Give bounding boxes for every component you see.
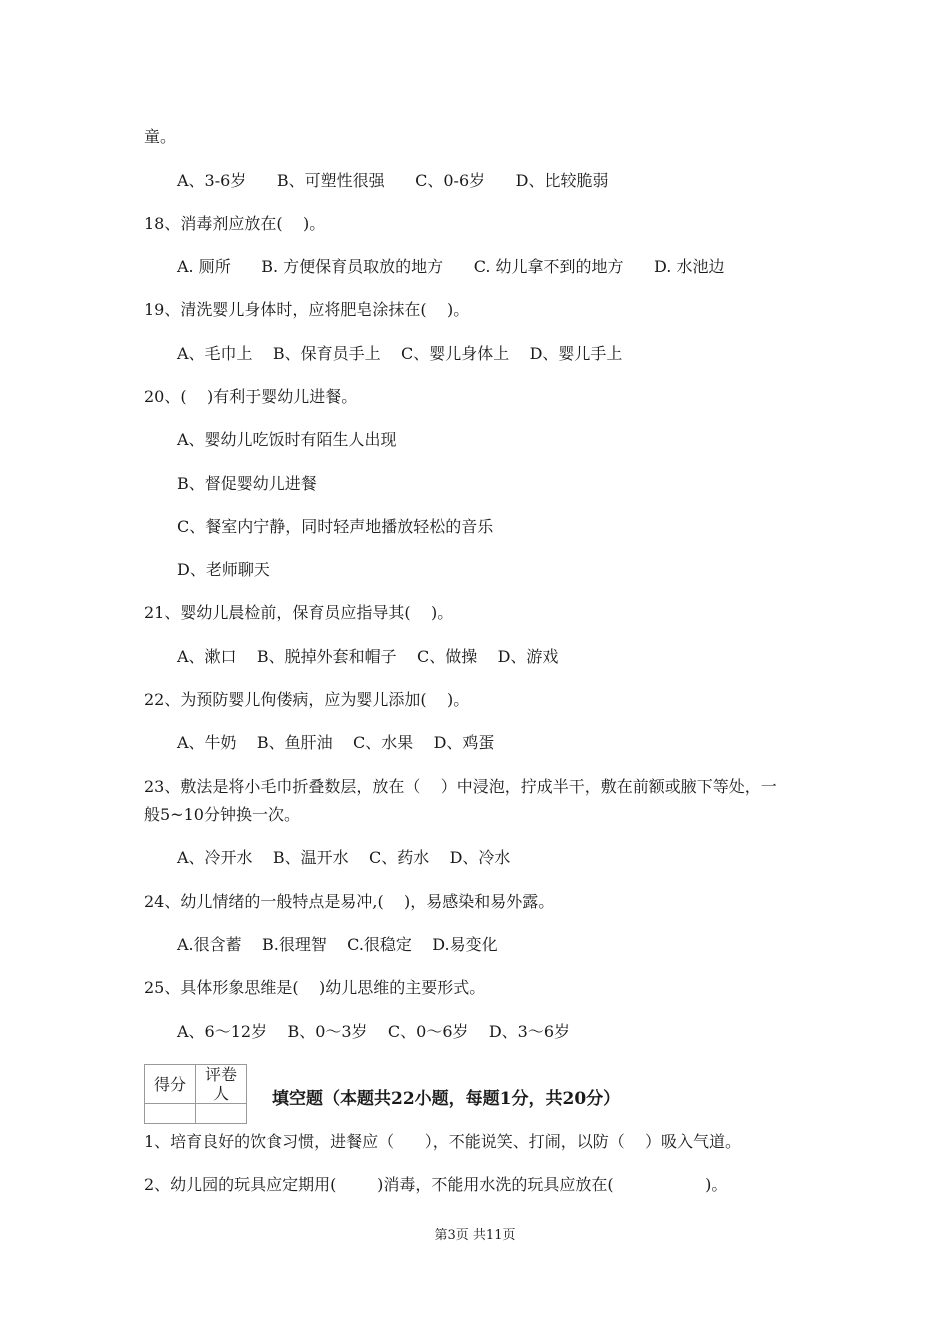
- question-text: 25、具体形象思维是( )幼儿思维的主要形式。: [144, 978, 486, 997]
- question-text: 23、敷法是将小毛巾折叠数层，放在（ ）中浸泡，拧成半干，敷在前额或腋下等处，一: [144, 777, 777, 796]
- question-text: 21、婴幼儿晨检前，保育员应指导其( )。: [144, 603, 454, 622]
- grader-label: 评卷人: [196, 1065, 247, 1104]
- question-text: 般5~10分钟换一次。: [144, 805, 300, 824]
- answer-options: A、婴幼儿吃饭时有陌生人出现: [177, 430, 397, 449]
- question-text: 24、幼儿情绪的一般特点是易冲,( )，易感染和易外露。: [144, 892, 555, 911]
- answer-options: C、餐室内宁静，同时轻声地播放轻松的音乐: [177, 517, 494, 536]
- score-cell: [145, 1104, 196, 1124]
- answer-options: A. 厕所 B. 方便保育员取放的地方 C. 幼儿拿不到的地方 D. 水池边: [177, 257, 725, 276]
- answer-options: A、牛奶 B、鱼肝油 C、水果 D、鸡蛋: [177, 733, 495, 752]
- question-text: 18、消毒剂应放在( )。: [144, 214, 326, 233]
- answer-options: D、老师聊天: [177, 560, 270, 579]
- score-label: 得分: [145, 1065, 196, 1104]
- answer-options: B、督促婴幼儿进餐: [177, 474, 317, 493]
- answer-options: A、毛巾上 B、保育员手上 C、婴儿身体上 D、婴儿手上: [177, 344, 623, 363]
- answer-options: A、6～12岁 B、0～3岁 C、0～6岁 D、3～6岁: [177, 1022, 571, 1041]
- question-text: 2、幼儿园的玩具应定期用( )消毒，不能用水洗的玩具应放在( )。: [144, 1175, 728, 1194]
- question-text: 20、( )有利于婴幼儿进餐。: [144, 387, 358, 406]
- section-title: 填空题（本题共22小题，每题1分，共20分）: [272, 1089, 621, 1109]
- score-table: [144, 1064, 247, 1124]
- question-text: 童。: [144, 127, 177, 146]
- answer-options: A、冷开水 B、温开水 C、药水 D、冷水: [177, 848, 511, 867]
- question-text: 1、培育良好的饮食习惯，进餐应（ ），不能说笑、打闹，以防（ ）吸入气道。: [144, 1132, 742, 1151]
- question-text: 19、清洗婴儿身体时，应将肥皂涂抹在( )。: [144, 300, 470, 319]
- answer-options: A.很含蓄 B.很理智 C.很稳定 D.易变化: [177, 935, 498, 954]
- answer-options: A、3-6岁 B、可塑性很强 C、0-6岁 D、比较脆弱: [177, 171, 609, 190]
- grader-cell: [196, 1104, 247, 1124]
- page-footer: 第3页 共11页: [434, 1228, 516, 1243]
- answer-options: A、漱口 B、脱掉外套和帽子 C、做操 D、游戏: [177, 647, 559, 666]
- question-text: 22、为预防婴儿佝偻病，应为婴儿添加( )。: [144, 690, 470, 709]
